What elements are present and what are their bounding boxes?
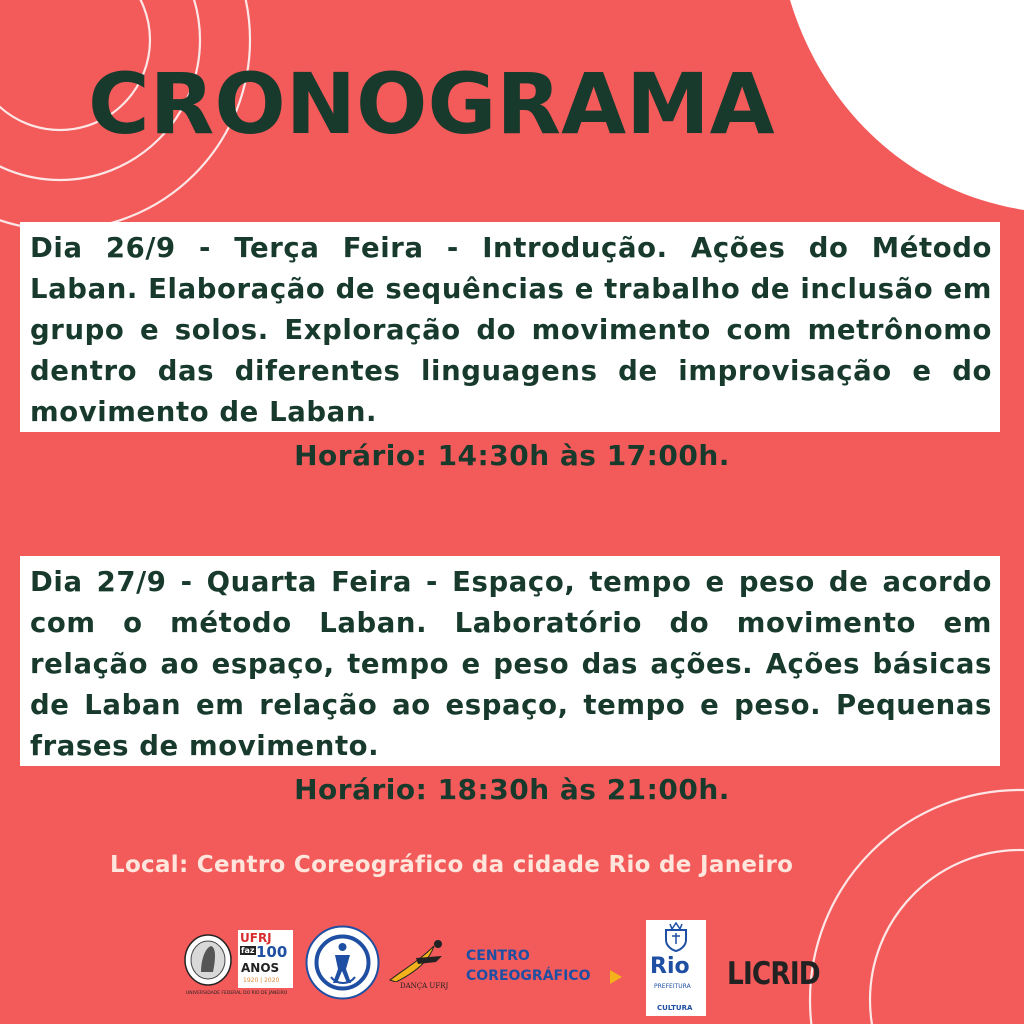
rio-cultura: CULTURA — [657, 1004, 693, 1012]
ufrj-100-years: 1920 | 2020 — [243, 977, 280, 984]
rio-prefeitura: PREFEITURA — [654, 983, 691, 990]
licrid-logo — [727, 956, 837, 996]
centro-line1: CENTRO — [466, 948, 530, 964]
sponsor-logos-row — [0, 920, 1024, 1024]
ufrj-100-faz: faz — [241, 946, 255, 955]
day1-description: Dia 26/9 - Terça Feira - Introdução. Ações do Método Laban. Elaboração de sequências e trabalho de inclusão em grupo e solos. Exploração do movimento com metrônomo dentro das diferentes linguagens de improvisação e do movimento de Laban. — [30, 232, 992, 428]
ufrj-100-anos-logo — [238, 930, 293, 988]
licrid-wordmark: LICRID — [727, 956, 820, 992]
triangle-icon — [610, 970, 622, 984]
rio-wordmark: Rio — [650, 954, 690, 979]
rio-crest-icon — [662, 922, 690, 952]
centro-line2: COREOGRÁFICO — [466, 968, 591, 984]
page-title: CRONOGRAMA — [88, 55, 775, 153]
danca-ufrj-logo — [386, 938, 448, 994]
day1-hours: Horário: 14:30h às 17:00h. — [294, 439, 730, 472]
day1-description-box — [20, 222, 1000, 432]
ufrj-caption: UNIVERSIDADE FEDERAL DO RIO DE JANEIRO — [186, 991, 288, 996]
ufrj-seal-logo — [183, 934, 233, 986]
ufrj-100-top: UFRJ — [240, 931, 272, 945]
danca-ufrj-caption: DANÇA UFRJ — [400, 982, 449, 990]
centro-coreografico-logo — [462, 948, 622, 988]
ufrj-100-anos: ANOS — [241, 961, 280, 975]
white-corner-shape — [790, 0, 1024, 210]
eefd-ufrj-logo — [305, 925, 380, 1000]
day2-description: Dia 27/9 - Quarta Feira - Espaço, tempo e peso de acordo com o método Laban. Laboratório do movimento em relação ao espaço, tempo e peso das ações. Ações básicas de Laban em relação ao espaço, tempo e peso. Pequenas frases de movimento. — [30, 566, 992, 762]
day2-hours: Horário: 18:30h às 21:00h. — [294, 773, 730, 806]
day2-description-box — [20, 556, 1000, 766]
location-text: Local: Centro Coreográfico da cidade Rio de Janeiro — [110, 852, 794, 878]
prefeitura-rio-cultura-logo — [646, 920, 706, 1016]
ufrj-100-number: 100 — [256, 943, 288, 961]
